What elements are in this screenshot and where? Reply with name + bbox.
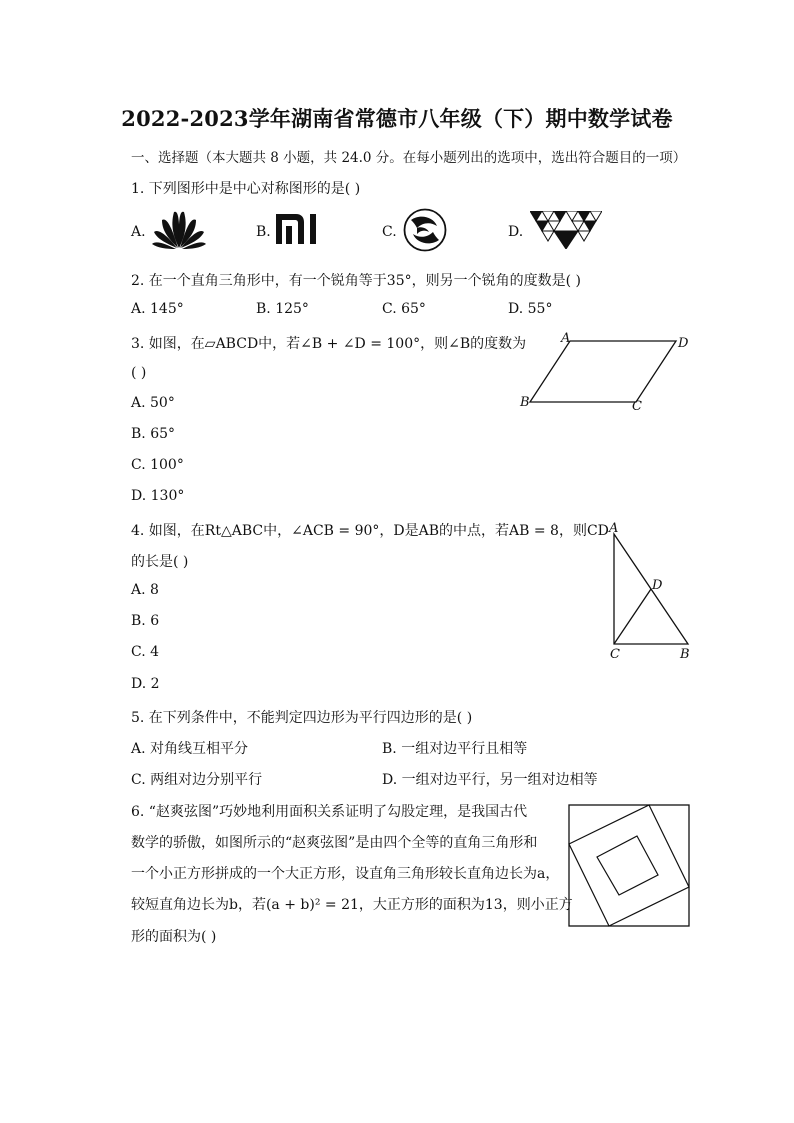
figure-label-d: D — [678, 336, 689, 351]
question-3-stem-line1: 3. 如图，在▱ABCD中，若∠B + ∠D = 100°，则∠B的度数为 — [131, 336, 527, 352]
right-triangle-figure — [604, 518, 696, 662]
q1-option-b-label: B. — [256, 224, 271, 240]
question-6-line1: 6. “赵爽弦图”巧妙地利用面积关系证明了勾股定理，是我国古代 — [131, 804, 528, 820]
figure-label-b: B — [520, 395, 530, 410]
q4-option-c: C. 4 — [131, 644, 160, 660]
q2-option-c: C. 65° — [382, 301, 426, 317]
q3-option-d: D. 130° — [131, 488, 185, 504]
q1-option-c-label: C. — [382, 224, 397, 240]
q1-option-d-label: D. — [508, 224, 524, 240]
parallelogram-figure — [512, 328, 697, 414]
q5-option-c: C. 两组对边分别平行 — [131, 772, 263, 788]
figure-label-a: A — [561, 331, 571, 346]
mi-logo-icon — [276, 214, 318, 244]
question-3-stem-line2: ( ) — [131, 365, 147, 381]
q4-option-d: D. 2 — [131, 676, 160, 692]
section-heading: 一、选择题（本大题共 8 小题，共 24.0 分。在每小题列出的选项中，选出符合题目的一项） — [131, 150, 687, 166]
q2-option-a: A. 145° — [131, 301, 184, 317]
figure-label-c: C — [610, 647, 620, 662]
question-6-line3: 一个小正方形拼成的一个大正方形，设直角三角形较长直角边长为a， — [131, 866, 560, 882]
zhao-shuang-figure — [568, 804, 690, 928]
q3-option-a: A. 50° — [131, 395, 175, 411]
q2-option-b: B. 125° — [256, 301, 309, 317]
q4-option-b: B. 6 — [131, 613, 160, 629]
q3-option-b: B. 65° — [131, 426, 176, 442]
q5-option-d: D. 一组对边平行，另一组对边相等 — [382, 772, 598, 788]
question-6-line2: 数学的骄傲，如图所示的“赵爽弦图”是由四个全等的直角三角形和 — [131, 835, 538, 851]
q3-option-c: C. 100° — [131, 457, 184, 473]
question-6-line5: 形的面积为( ) — [131, 929, 217, 945]
huawei-logo-icon — [150, 208, 208, 250]
question-4-stem-line1: 4. 如图，在Rt△ABC中，∠ACB = 90°，D是AB的中点，若AB = 8，则CD — [131, 523, 609, 539]
triangle-v-logo-icon — [530, 211, 602, 249]
question-6-line4: 较短直角边长为b，若(a + b)² = 21，大正方形的面积为13，则小正方 — [131, 897, 573, 913]
q2-option-d: D. 55° — [508, 301, 553, 317]
question-5-stem: 5. 在下列条件中，不能判定四边形为平行四边形的是( ) — [131, 710, 473, 726]
figure-label-c: C — [632, 399, 642, 414]
circular-swirl-logo-icon — [403, 208, 447, 252]
q4-option-a: A. 8 — [131, 582, 159, 598]
question-2-stem: 2. 在一个直角三角形中，有一个锐角等于35°，则另一个锐角的度数是( ) — [131, 273, 581, 289]
q1-option-a-label: A. — [131, 224, 146, 240]
q5-option-a: A. 对角线互相平分 — [131, 741, 249, 757]
figure-label-d: D — [652, 578, 663, 593]
question-1-stem: 1. 下列图形中是中心对称图形的是( ) — [131, 181, 361, 197]
page-title: 2022-2023学年湖南省常德市八年级（下）期中数学试卷 — [121, 106, 673, 131]
figure-label-b: B — [680, 647, 690, 662]
figure-label-a: A — [609, 521, 619, 536]
q5-option-b: B. 一组对边平行且相等 — [382, 741, 528, 757]
question-4-stem-line2: 的长是( ) — [131, 554, 189, 570]
